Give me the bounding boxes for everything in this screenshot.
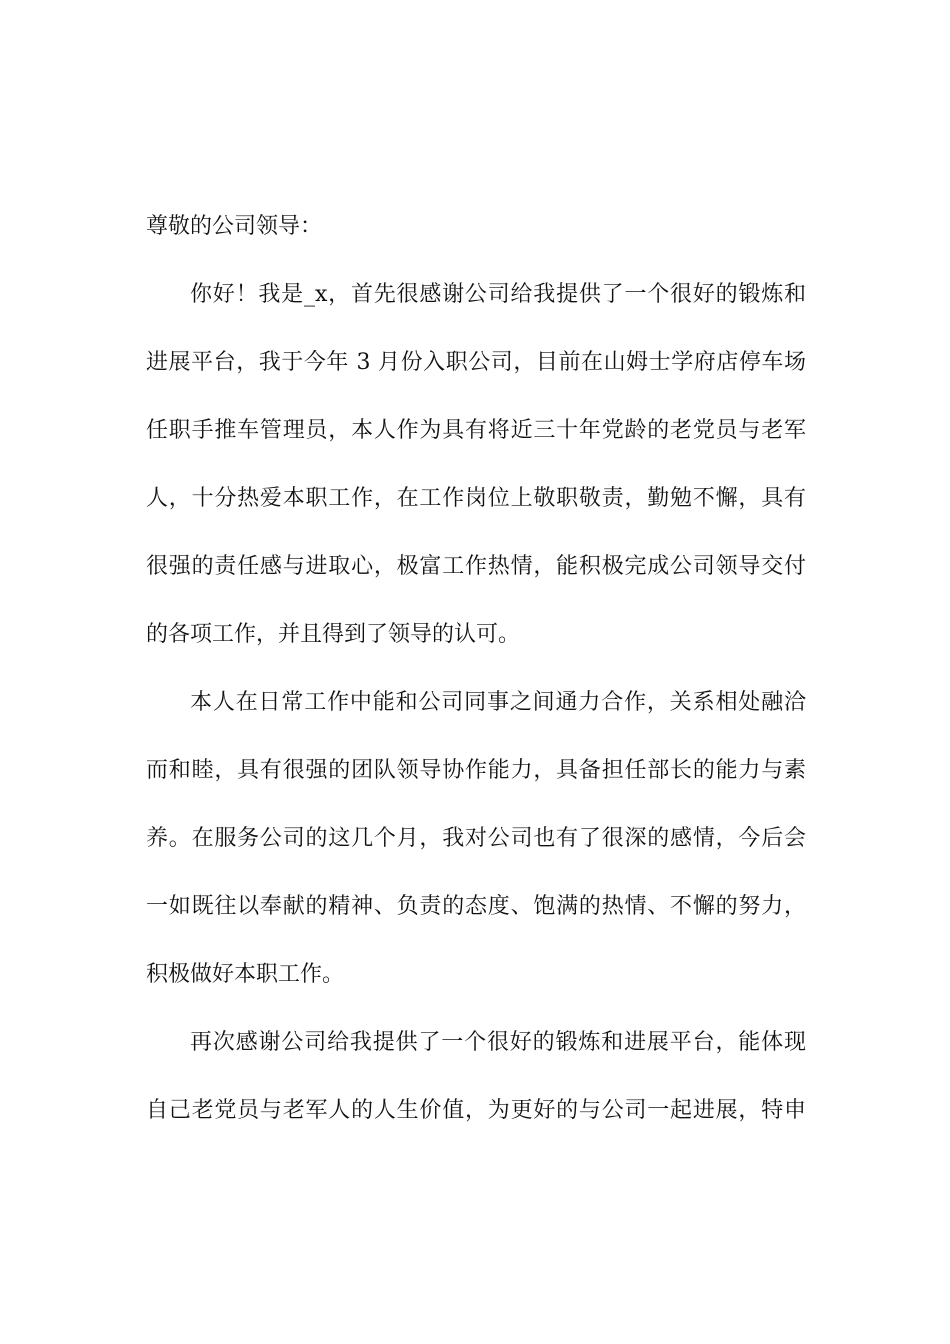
paragraph-2-line-2: 而和睦，具有很强的团队领导协作能力，具备担任部长的能力与素 [146,758,806,783]
paragraph-2-line-1: 本人在日常工作中能和公司同事之间通力合作，关系相处融洽 [190,690,806,715]
paragraph-3-line-2: 自己老党员与老军人的人生价值，为更好的与公司一起进展，特申 [146,1098,806,1123]
paragraph-1-line-4: 人，十分热爱本职工作，在工作岗位上敬职敬责，勤勉不懈，具有 [146,486,806,511]
paragraph-1-line-1: 你好！我是_x，首先很感谢公司给我提供了一个很好的锻炼和 [190,282,806,307]
paragraph-1-line-5: 很强的责任感与进取心，极富工作热情，能积极完成公司领导交付 [146,554,806,579]
paragraph-3-line-1: 再次感谢公司给我提供了一个很好的锻炼和进展平台，能体现 [190,1030,806,1055]
paragraph-2-line-5: 积极做好本职工作。 [146,962,345,987]
salutation: 尊敬的公司领导： [146,214,323,239]
paragraph-2-line-3: 养。在服务公司的这几个月，我对公司也有了很深的感情，今后会 [146,826,806,851]
letter-body [146,205,806,1157]
paragraph-1-line-3: 任职手推车管理员，本人作为具有将近三十年党龄的老党员与老军 [146,418,806,443]
paragraph-2-line-4: 一如既往以奉献的精神、负责的态度、饱满的热情、不懈的努力， [146,894,806,919]
paragraph-1-line-6: 的各项工作，并且得到了领导的认可。 [146,622,521,647]
paragraph-1-line-2: 进展平台，我于今年 3 月份入职公司，目前在山姆士学府店停车场 [146,350,806,375]
